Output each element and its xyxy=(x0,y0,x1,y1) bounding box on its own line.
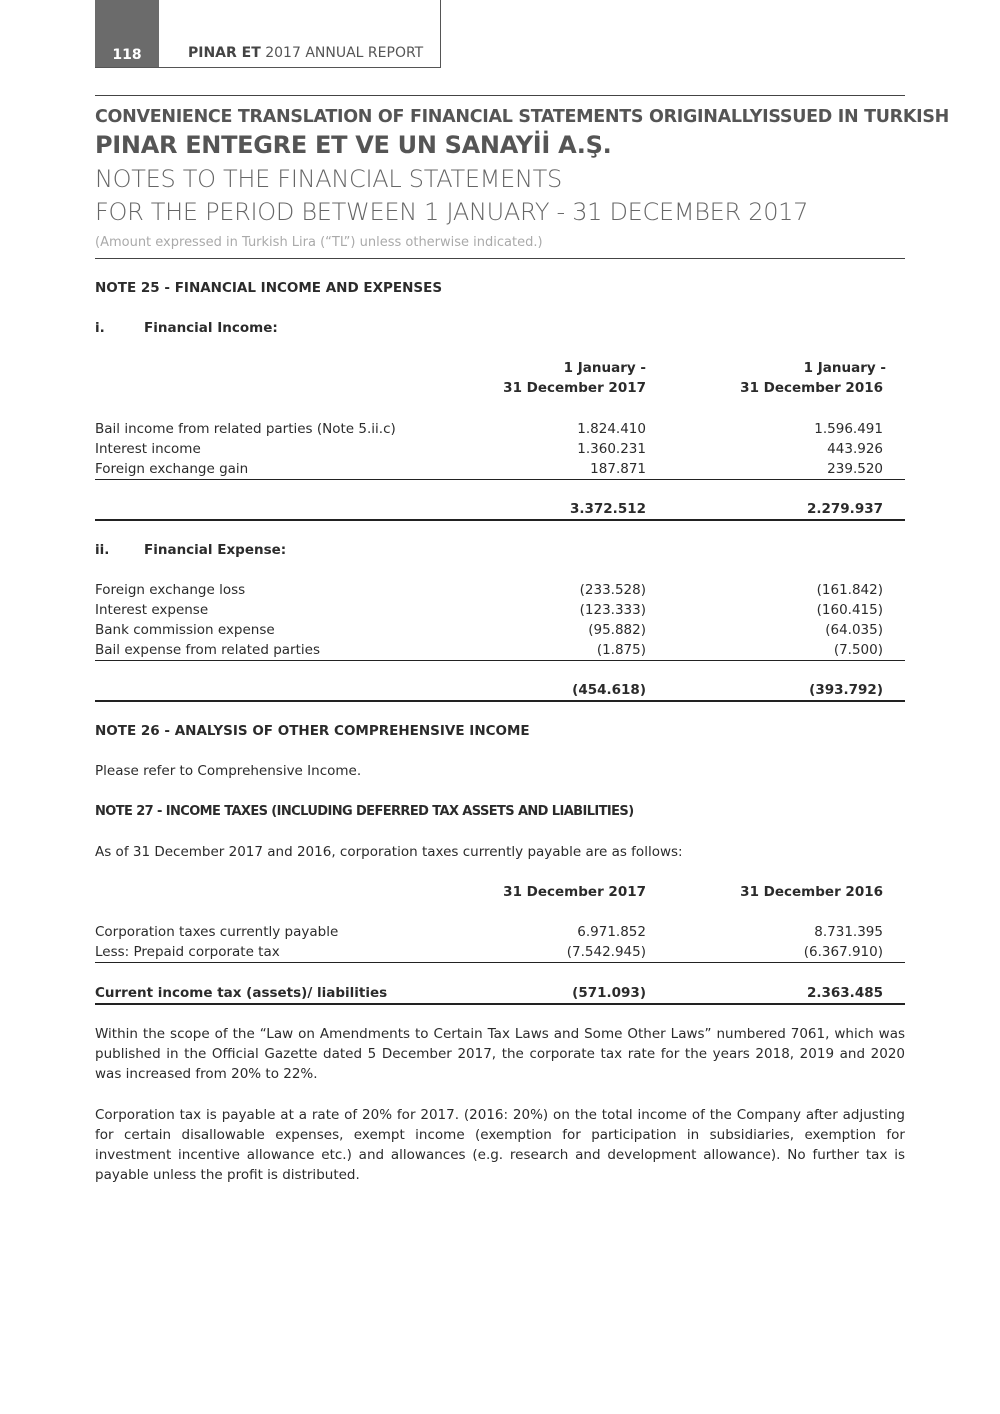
note27-intro: As of 31 December 2017 and 2016, corporation taxes currently payable are as follows: xyxy=(95,844,683,860)
income-total-2017: 3.372.512 xyxy=(569,501,646,517)
expense-row-2017: (95.882) xyxy=(588,622,646,638)
tax-row-2016: 8.731.395 xyxy=(814,924,883,940)
expense-number: ii. xyxy=(95,542,110,558)
expense-row-2016: (160.415) xyxy=(816,602,883,618)
company-name: PINAR ENTEGRE ET VE UN SANAYİİ A.Ş. xyxy=(95,131,612,159)
page-number: 118 xyxy=(95,0,159,67)
brand-name: PINAR ET xyxy=(188,45,261,61)
income-row-2016: 239.520 xyxy=(827,461,883,477)
tax-row-label: Corporation taxes currently payable xyxy=(95,924,339,940)
expense-row-2017: (233.528) xyxy=(579,582,646,598)
tax-col-2016: 31 December 2016 xyxy=(740,884,883,900)
expense-row-2017: (123.333) xyxy=(579,602,646,618)
expense-row-2016: (161.842) xyxy=(816,582,883,598)
expense-subtotal-rule xyxy=(95,660,905,661)
expense-row-2016: (7.500) xyxy=(833,642,883,658)
tax-total-rule xyxy=(95,1003,905,1005)
col-2017-line1: 1 January - xyxy=(563,360,646,376)
tax-total-2017: (571.093) xyxy=(572,985,646,1001)
income-total-2016: 2.279.937 xyxy=(806,501,883,517)
expense-total-2016: (393.792) xyxy=(809,682,883,698)
expense-title: Financial Expense: xyxy=(144,542,287,558)
tax-paragraph-2: Corporation tax is payable at a rate of 20% for 2017. (2016: 20%) on the total income of the Company after adjusting for certain disallowable expenses, exempt income (exemption for participation in subsidiaries, exemption for investment incentive allowance etc.) and allowances (e.g. research and development allowance). No further tax is payable unless the profit is distributed. xyxy=(95,1107,905,1183)
income-total-rule xyxy=(95,519,905,521)
notes-title: NOTES TO THE FINANCIAL STATEMENTS xyxy=(95,165,562,193)
expense-row-2016: (64.035) xyxy=(825,622,883,638)
note27-heading: NOTE 27 - INCOME TAXES (INCLUDING DEFERRED TAX ASSETS AND LIABILITIES) xyxy=(95,804,634,819)
tax-total-2016: 2.363.485 xyxy=(806,985,883,1001)
income-row-2017: 187.871 xyxy=(590,461,646,477)
expense-row-label: Bank commission expense xyxy=(95,622,275,638)
col-2016-line2: 31 December 2016 xyxy=(740,380,883,396)
period-title: FOR THE PERIOD BETWEEN 1 JANUARY - 31 DECEMBER 2017 xyxy=(95,198,809,226)
note25-heading: NOTE 25 - FINANCIAL INCOME AND EXPENSES xyxy=(95,280,443,296)
tax-paragraph-1: Within the scope of the “Law on Amendments to Certain Tax Laws and Some Other Laws” numbered 7061, which was published in the Official Gazette dated 5 December 2017, the corporate tax rate for the years 2018, 2019 and 2020 was increased from 20% to 22%. xyxy=(95,1026,905,1082)
title-bottom-rule xyxy=(95,258,905,259)
expense-row-2017: (1.875) xyxy=(596,642,646,658)
expense-total-rule xyxy=(95,700,905,702)
convenience-title: CONVENIENCE TRANSLATION OF FINANCIAL STATEMENTS ORIGINALLYISSUED IN TURKISH xyxy=(95,107,949,127)
amount-note: (Amount expressed in Turkish Lira (“TL”) unless otherwise indicated.) xyxy=(95,235,543,250)
note26-heading: NOTE 26 - ANALYSIS OF OTHER COMPREHENSIVE INCOME xyxy=(95,723,530,739)
tax-subtotal-rule xyxy=(95,962,905,963)
income-row-label: Interest income xyxy=(95,441,201,457)
tax-row-2017: 6.971.852 xyxy=(577,924,646,940)
report-title xyxy=(188,45,423,61)
expense-row-label: Foreign exchange loss xyxy=(95,582,246,598)
note26-text: Please refer to Comprehensive Income. xyxy=(95,763,362,779)
tax-row-label: Less: Prepaid corporate tax xyxy=(95,944,280,960)
income-number: i. xyxy=(95,320,105,336)
tax-col-2017: 31 December 2017 xyxy=(503,884,646,900)
expense-total-2017: (454.618) xyxy=(572,682,646,698)
report-name: 2017 ANNUAL REPORT xyxy=(260,45,424,61)
col-2017-line2: 31 December 2017 xyxy=(503,380,646,396)
tax-total-label: Current income tax (assets)/ liabilities xyxy=(95,985,388,1001)
income-row-label: Foreign exchange gain xyxy=(95,461,249,477)
income-row-2017: 1.824.410 xyxy=(577,421,646,437)
income-row-2016: 1.596.491 xyxy=(814,421,883,437)
tax-row-2017: (7.542.945) xyxy=(566,944,646,960)
income-row-label: Bail income from related parties (Note 5.ii.c) xyxy=(95,421,396,437)
income-subtotal-rule xyxy=(95,479,905,480)
col-2016-line1: 1 January - xyxy=(803,360,886,376)
expense-row-label: Bail expense from related parties xyxy=(95,642,320,658)
top-rule xyxy=(95,95,905,96)
income-row-2016: 443.926 xyxy=(827,441,883,457)
tax-row-2016: (6.367.910) xyxy=(803,944,883,960)
expense-row-label: Interest expense xyxy=(95,602,209,618)
income-title: Financial Income: xyxy=(144,320,278,336)
income-row-2017: 1.360.231 xyxy=(577,441,646,457)
